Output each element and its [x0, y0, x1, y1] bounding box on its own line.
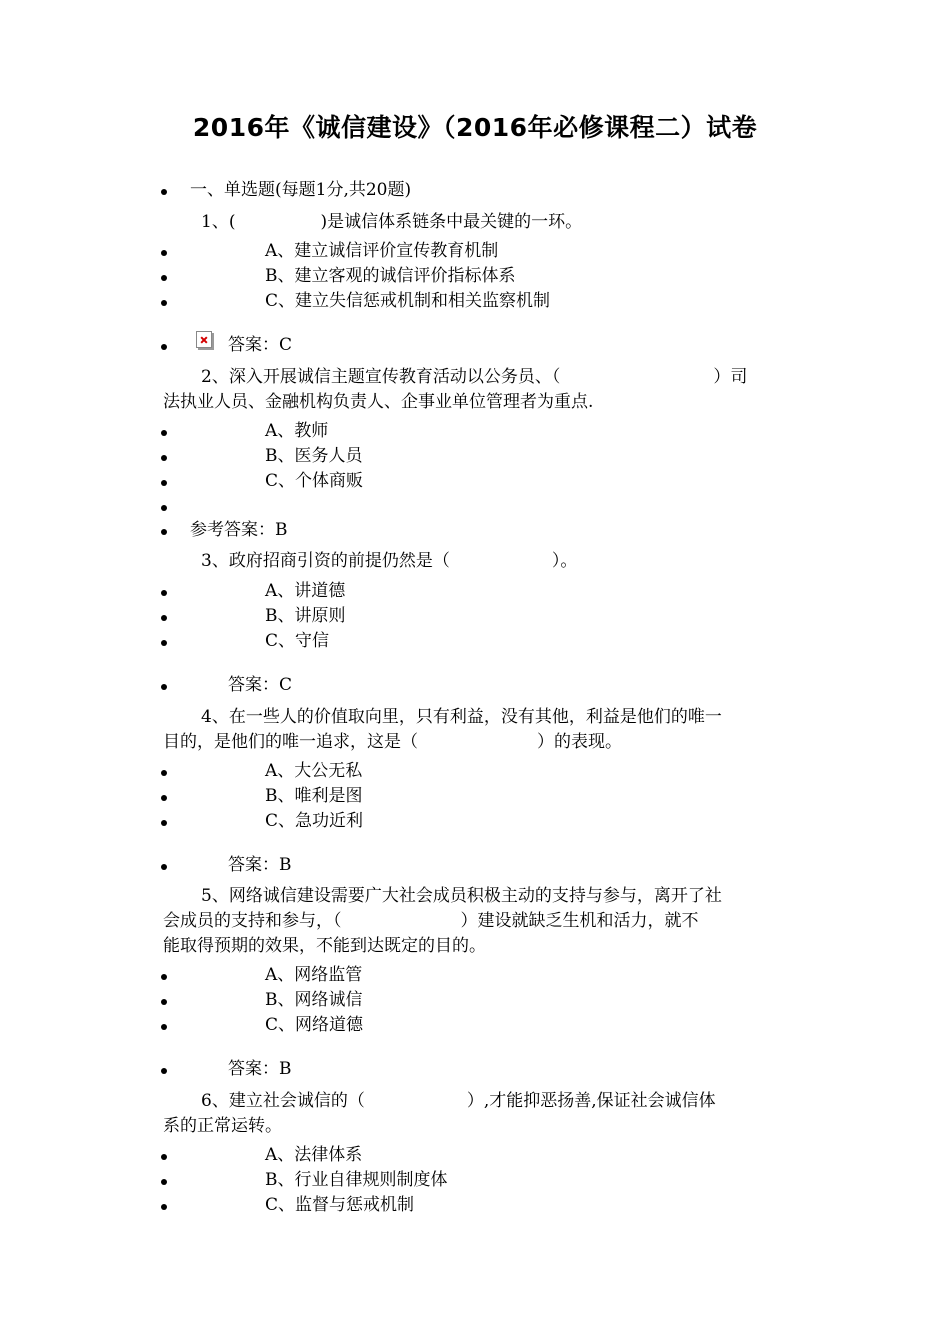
option-text: C、守信	[265, 631, 330, 651]
bullet-icon	[161, 770, 167, 776]
option-text: A、讲道德	[265, 581, 346, 601]
option-text: B、行业自律规则制度体	[265, 1170, 448, 1190]
document-page: 2016年《诚信建设》（2016年必修课程二）试卷 一、单选题(每题1分,共20题) 1、( )是诚信体系链条中最关键的一环。 A、建立诚信评价宣传教育机制 B、建立客观的诚信评价指标体系 C、建立失信惩戒机制和相关监察机制 答案：C 2、深入开展诚信主题宣传教育活动以公务员、（ ）司 法执业人员、金融机构负责人、企事业单位管理者为重点. A、教师 B、医务人员 C、个体商贩 参考答案：B 3、政府招商引资的前提仍然是（ ）。 A、讲道德 B、讲原则 C、守信 答案：C 4、在一些人的价值取向里，只有利益，没有其他，利益是他们的唯一 目的，是他们的唯一追求，这是（ ）的表现。 A、大公无私 B、唯利是图 C、急功近利 答案：B 5、网络诚信建设需要广大社会成员积极主动的支持与参与，离开了社 会成员的支持和参与，（ ）建设就缺乏生机和活力，就不 能取得预期的效果，不能到达既定的目的。 A、网络监管 B、网络诚信 C、网络道德 答案：B 6、建立社会诚信的（ ）,才能抑恶扬善,保证社会诚信体 系的正常运转。 A、法律体系 B、行业自律规则制度体 C、监督与惩戒机制	[0, 0, 950, 1344]
answer-text: 答案：B	[228, 1059, 292, 1079]
bullet-icon	[161, 1204, 167, 1210]
bullet-icon	[161, 795, 167, 801]
answer-text: 参考答案：B	[190, 520, 288, 540]
answer-text: 答案：C	[228, 675, 293, 695]
bullet-icon	[161, 275, 167, 281]
option-text: C、个体商贩	[265, 471, 364, 491]
option-text: A、网络监管	[265, 965, 363, 985]
bullet-icon	[161, 529, 167, 535]
broken-image-icon	[196, 331, 212, 348]
bullet-icon	[161, 999, 167, 1005]
option-text: C、建立失信惩戒机制和相关监察机制	[265, 291, 551, 311]
option-text: B、唯利是图	[265, 786, 363, 806]
answer-text: 答案：C	[228, 335, 293, 355]
bullet-icon	[161, 480, 167, 486]
bullet-icon	[161, 250, 167, 256]
option-text: C、监督与惩戒机制	[265, 1195, 415, 1215]
bullet-icon	[161, 430, 167, 436]
bullet-icon	[161, 820, 167, 826]
bullet-icon	[161, 684, 167, 690]
bullet-icon	[161, 189, 167, 195]
option-text: A、建立诚信评价宣传教育机制	[265, 241, 499, 261]
option-text: B、医务人员	[265, 446, 363, 466]
bullet-icon	[161, 455, 167, 461]
answer-text: 答案：B	[228, 855, 292, 875]
bullet-icon	[161, 1154, 167, 1160]
option-text: B、建立客观的诚信评价指标体系	[265, 266, 516, 286]
bullet-icon	[161, 1179, 167, 1185]
bullet-icon	[161, 615, 167, 621]
bullet-icon	[161, 974, 167, 980]
bullet-icon	[161, 505, 167, 511]
bullet-icon	[161, 864, 167, 870]
option-text: A、大公无私	[265, 761, 363, 781]
bullet-icon	[161, 1068, 167, 1074]
bullet-icon	[161, 640, 167, 646]
bullet-icon	[161, 1024, 167, 1030]
option-text: A、法律体系	[265, 1145, 363, 1165]
option-text: C、急功近利	[265, 811, 364, 831]
bullet-icon	[161, 590, 167, 596]
bullet-icon	[161, 344, 167, 350]
option-text: A、教师	[265, 421, 329, 441]
section-heading: 一、单选题(每题1分,共20题)	[190, 180, 412, 200]
option-text: C、网络道德	[265, 1015, 364, 1035]
bullet-icon	[161, 300, 167, 306]
option-text: B、网络诚信	[265, 990, 363, 1010]
page-title: 2016年《诚信建设》（2016年必修课程二）试卷	[192, 113, 758, 142]
option-text: B、讲原则	[265, 606, 346, 626]
